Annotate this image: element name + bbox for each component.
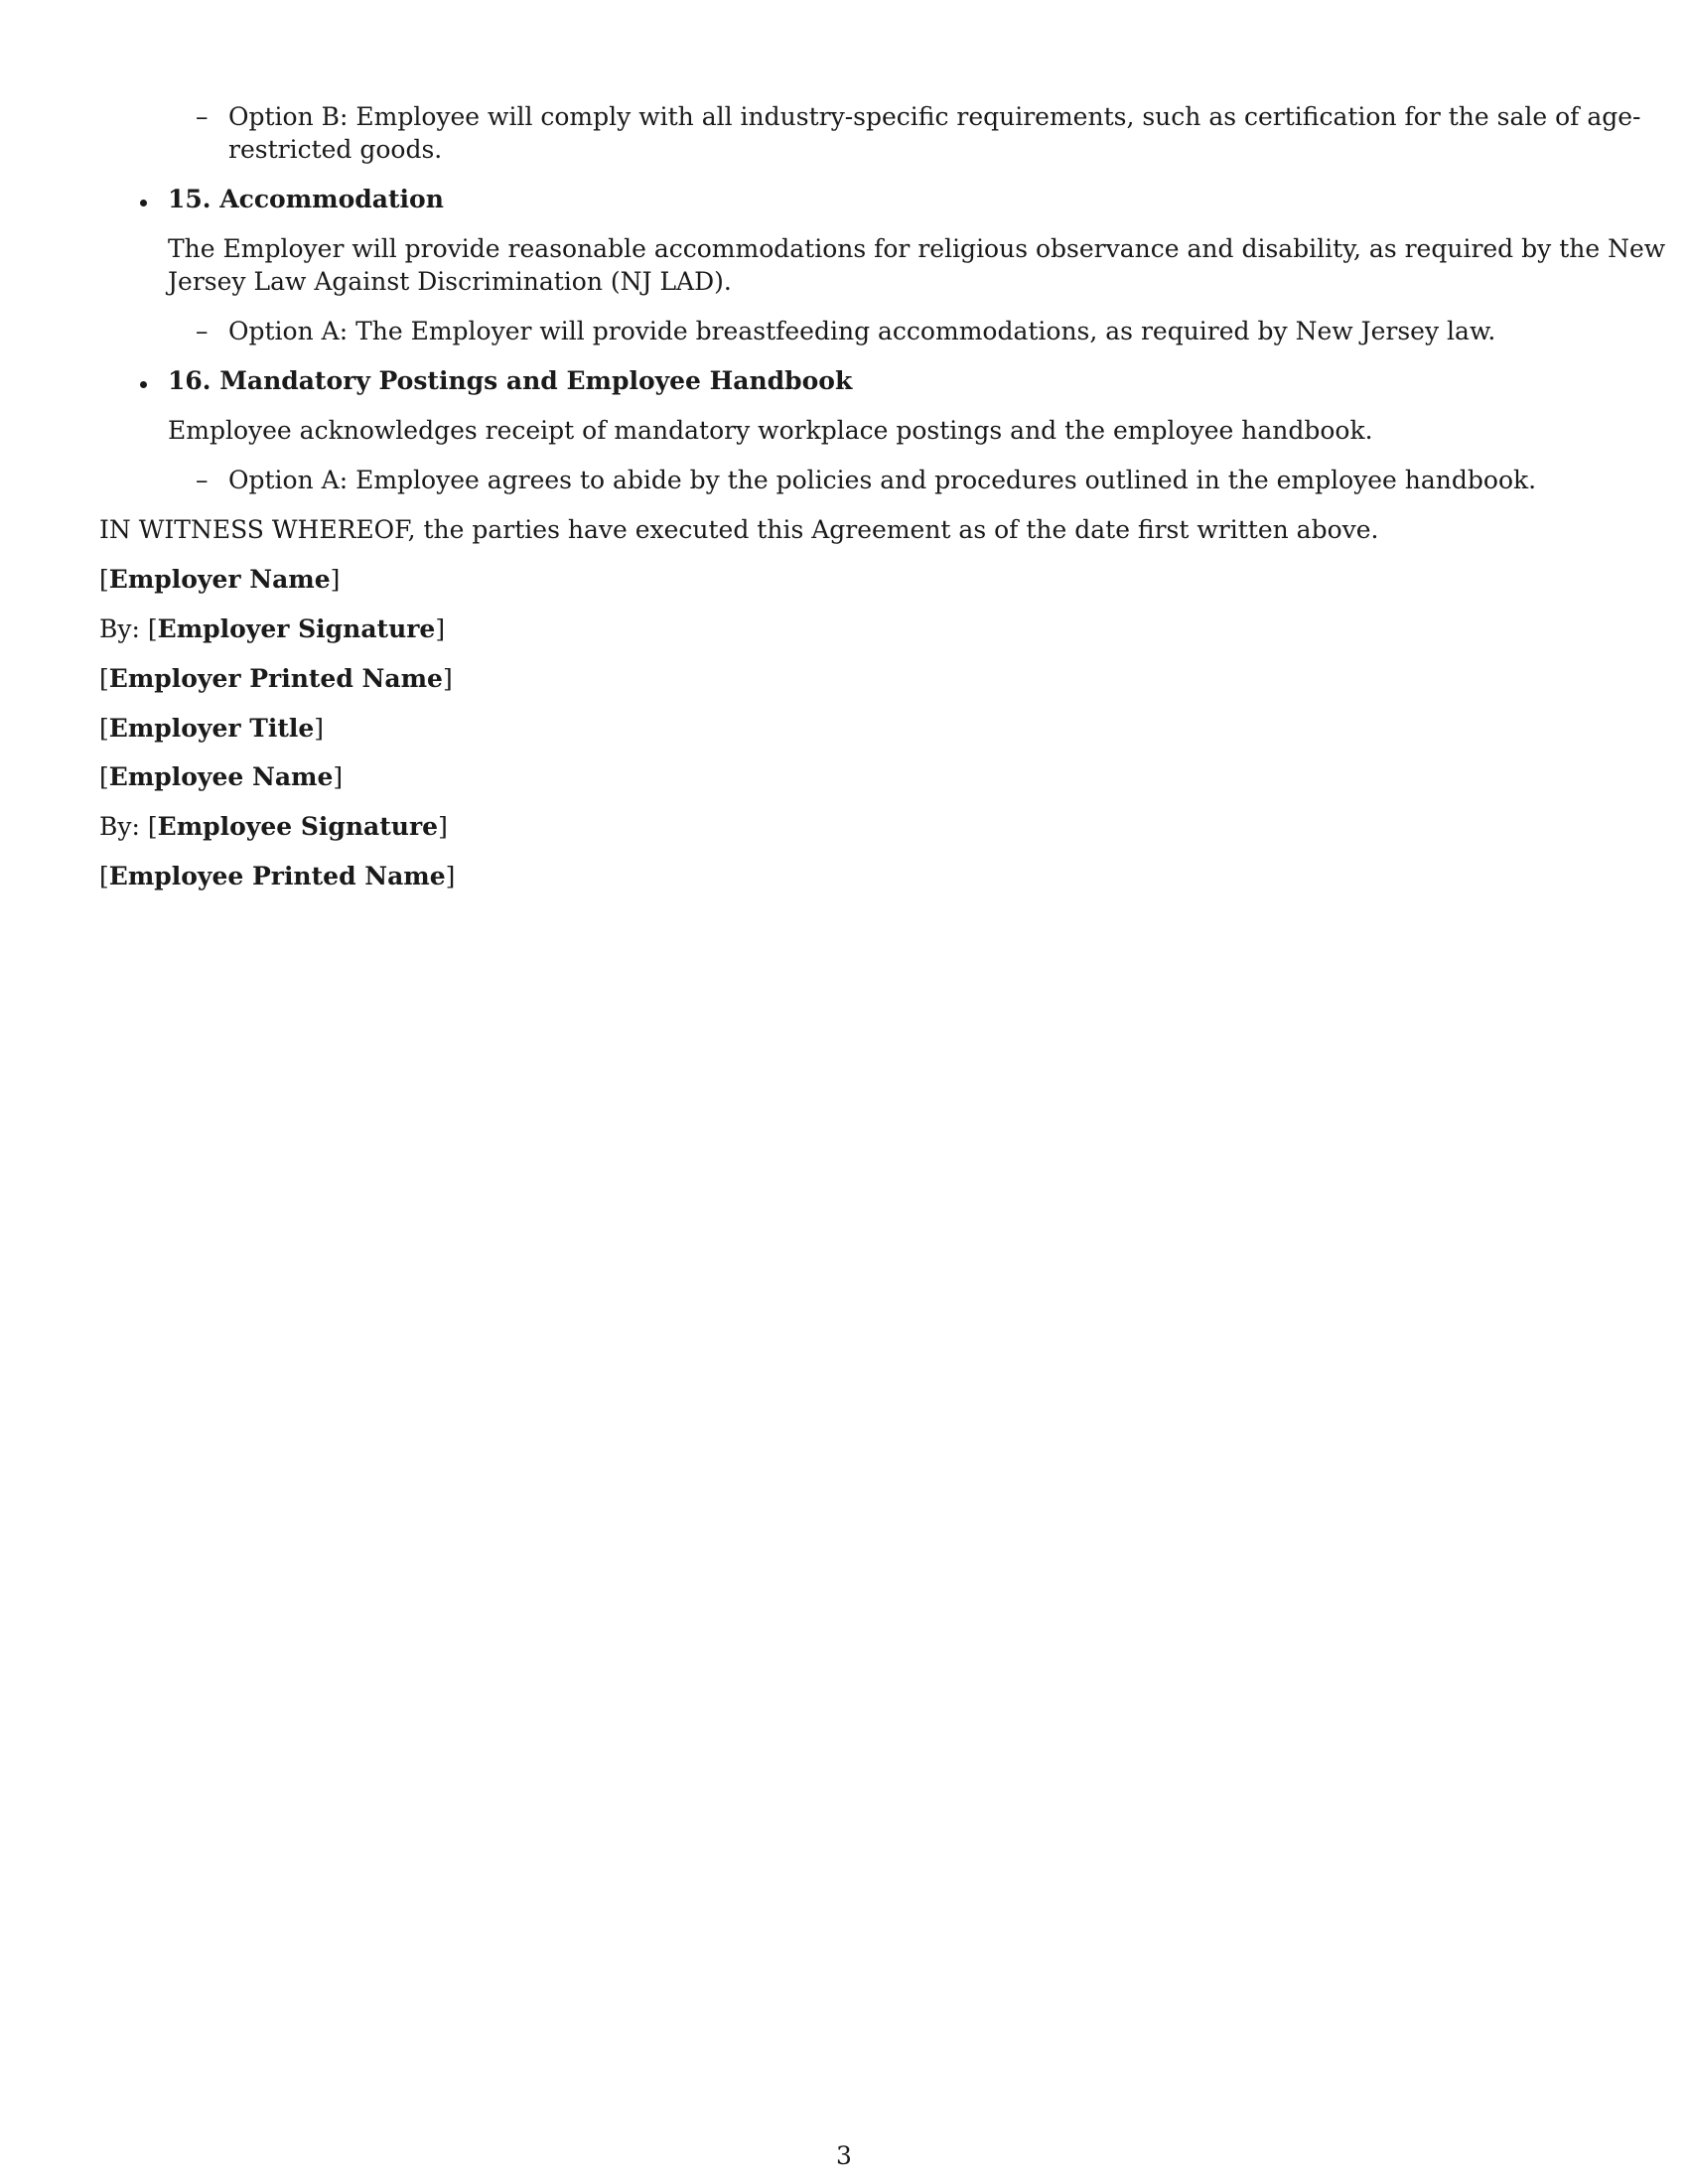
employer-title: [Employer Title] [99,714,325,743]
bullet-marker [140,200,147,206]
by-label: By: [99,812,148,841]
employee-name-placeholder: Employee Name [108,762,334,791]
section15-heading: 15. Accommodation [168,185,444,213]
employee-printed-name: [Employee Printed Name] [99,862,456,890]
section16-body: Employee acknowledges receipt of mandatory workplace postings and the employee handbook. [168,416,1373,445]
witness-clause: IN WITNESS WHEREOF, the parties have executed this Agreement as of the date first written above. [99,515,1379,544]
page-number: 3 [836,2141,852,2170]
document-page [99,0,1666,2184]
employer-printed-name-placeholder: Employer Printed Name [108,664,443,693]
section15-body: The Employer will provide reasonable accommodations for religious observance and disability, as required by the New Jersey Law Against Discrimination (NJ LAD). [168,234,1666,296]
section16-heading: 16. Mandatory Postings and Employee Handbook [168,366,853,395]
employee-signature-placeholder: Employee Signature [157,812,439,841]
employer-title-placeholder: Employer Title [108,714,315,743]
employer-name-placeholder: Employer Name [108,565,331,594]
employer-signature-line: By: [Employer Signature] [99,614,446,643]
employer-name: [Employer Name] [99,565,341,594]
bullet-marker [140,381,147,388]
section14-option-b: Option B: Employee will comply with all industry-specific requirements, such as certification for the sale of age-restricted goods. [228,102,1641,164]
employee-name: [Employee Name] [99,762,344,791]
section16-option-a: Option A: Employee agrees to abide by the policies and procedures outlined in the employee handbook. [228,466,1537,494]
dash-marker: – [196,466,209,494]
employee-signature-line: By: [Employee Signature] [99,812,448,841]
by-label: By: [99,614,148,643]
dash-marker: – [196,317,209,345]
section15-option-a: Option A: The Employer will provide breastfeeding accommodations, as required by New Jersey law. [228,317,1496,345]
dash-marker: – [196,102,209,131]
employee-printed-name-placeholder: Employee Printed Name [108,862,446,890]
employer-signature-placeholder: Employer Signature [157,614,436,643]
employer-printed-name: [Employer Printed Name] [99,664,453,693]
